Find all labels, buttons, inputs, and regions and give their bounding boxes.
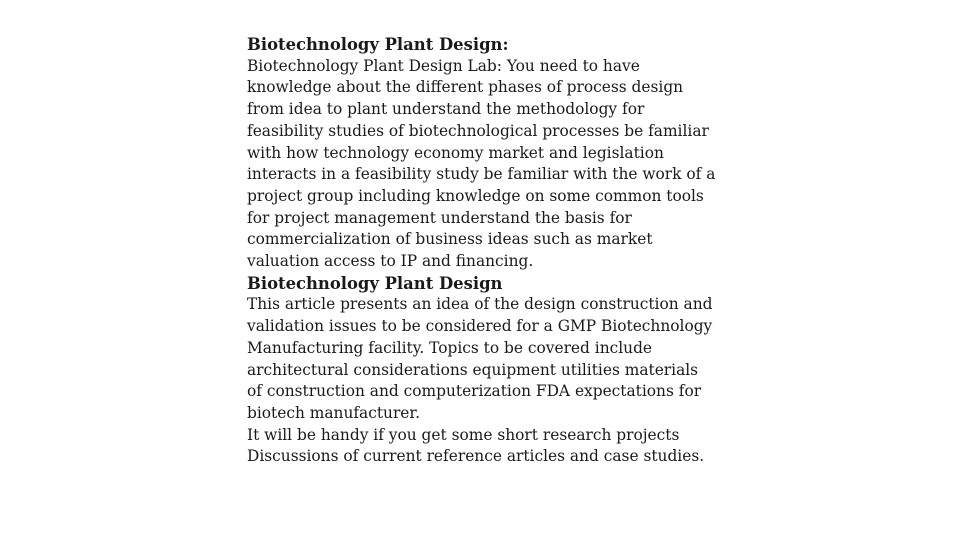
- section2-discussion-line: Discussions of current reference articles and case studies.: [247, 447, 705, 466]
- section2-heading: Biotechnology Plant Design: [247, 273, 503, 293]
- text-block: [247, 34, 717, 468]
- section1-body: Biotechnology Plant Design Lab: You need to have knowledge about the different phases of process design from idea to plant understand the methodology for feasibility studies of biotechnological processes be familiar with how technology economy market and legislation interacts in a feasibility study be familiar with the work of a project group including knowledge on some common tools for project management understand the basis for commercialization of business ideas such as market valuation access to IP and financing.: [247, 56, 716, 271]
- section1-heading: Biotechnology Plant Design:: [247, 35, 509, 54]
- section2-research-line: It will be handy if you get some short research projects: [247, 425, 680, 444]
- section2-body: This article presents an idea of the design construction and validation issues to be considered for a GMP Biotechnology Manufacturing facility. Topics to be covered include architectural considerations equipment utilities materials of construction and computerization FDA expectations for biotech manufacturer.: [247, 295, 713, 422]
